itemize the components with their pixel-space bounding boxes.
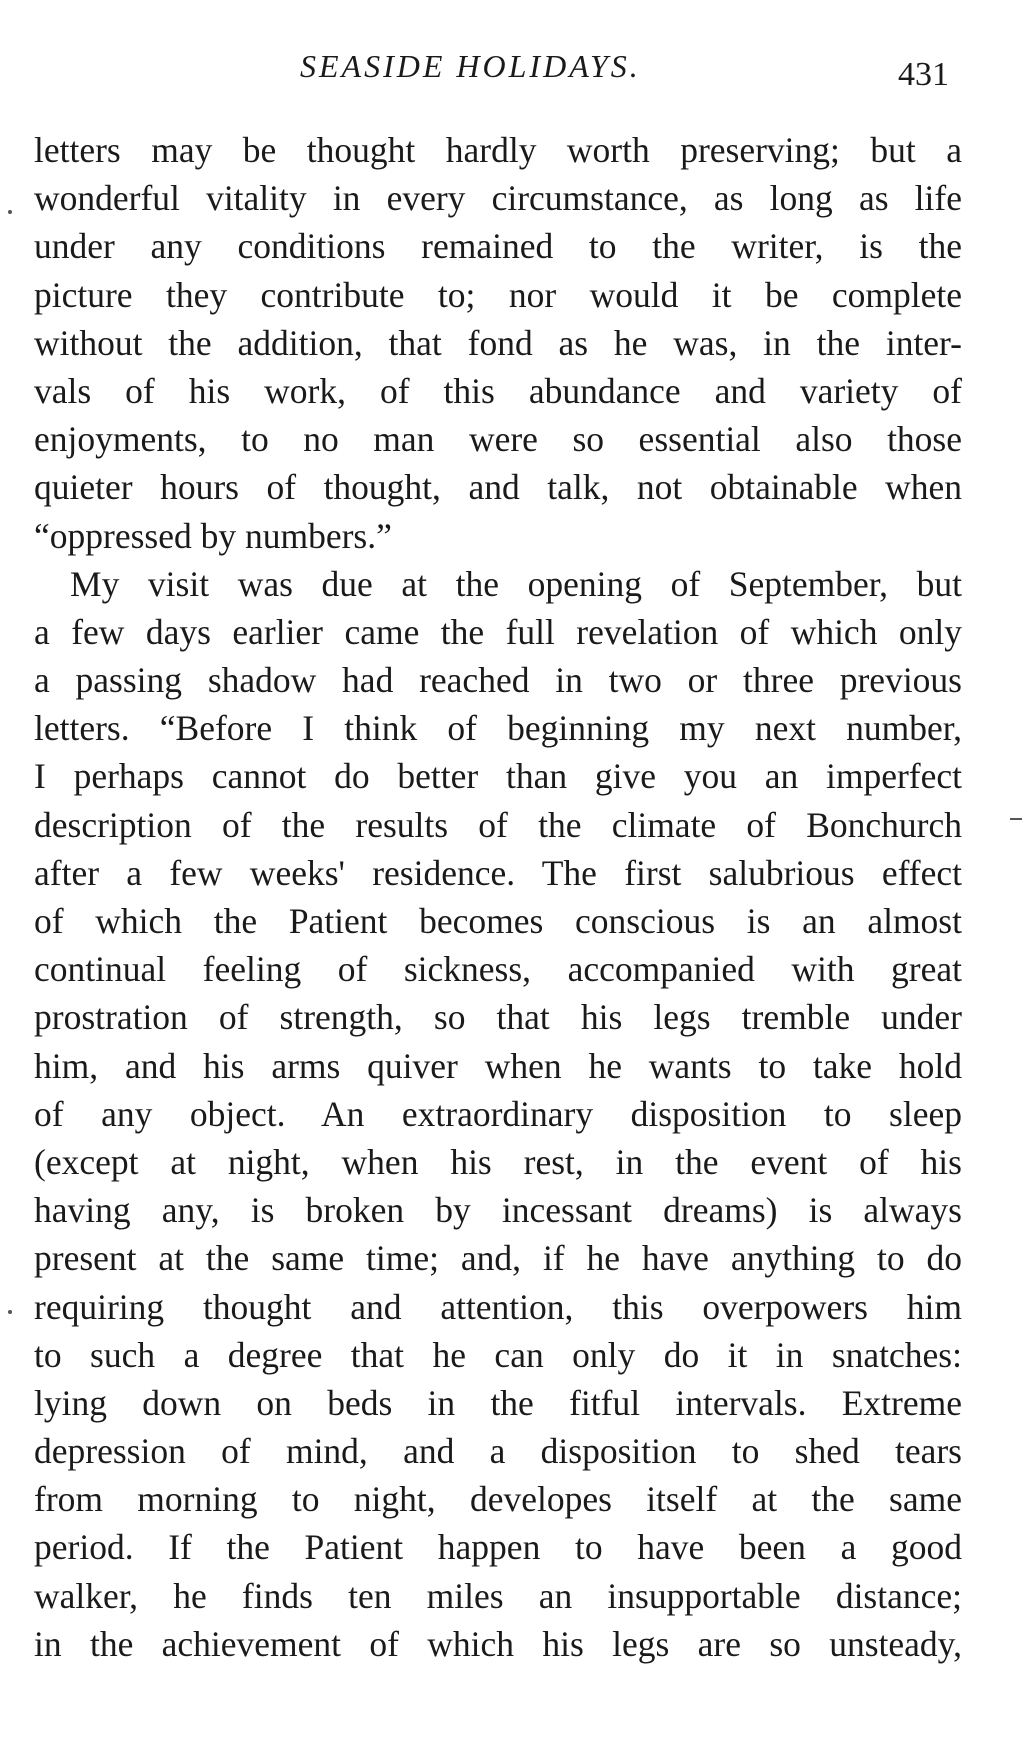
text-line: picture they contribute to; nor would it be complete [34,274,962,315]
text-line: of which the Patient becomes conscious is an almost [34,901,962,941]
text-line: in the achievement of which his legs are so unsteady, [34,1623,962,1664]
text-line: having any, is broken by incessant dreams) is always [34,1190,962,1231]
text-line: of any object. An extraordinary disposition to sleep [34,1093,962,1134]
body-text [34,126,962,1668]
text-line: from morning to night, developes itself at the same [34,1479,962,1520]
text-line: period. If the Patient happen to have been a good [34,1527,962,1568]
text-line: without the addition, that fond as he was, in the inter- [34,322,962,363]
text-line: depression of mind, and a disposition to shed tears [34,1431,962,1472]
text-line: “oppressed by numbers.” [34,515,392,556]
text-line: letters. “Before I think of beginning my next number, [34,708,962,749]
text-line: letters may be thought hardly worth preserving; but a [34,130,962,170]
text-line: prostration of strength, so that his legs tremble under [34,997,962,1038]
text-line: under any conditions remained to the writer, is the [34,226,962,267]
text-line: I perhaps cannot do better than give you an imperfect [34,756,962,797]
running-title: SEASIDE HOLIDAYS. [300,48,641,84]
text-line: a few days earlier came the full revelation of which only [34,611,962,652]
text-line: present at the same time; and, if he have anything to do [34,1238,962,1279]
text-line: My visit was due at the opening of September, but [70,563,962,604]
scan-speck [1010,818,1022,820]
text-line: quieter hours of thought, and talk, not obtainable when [34,467,962,508]
text-line: walker, he finds ten miles an insupportable distance; [34,1575,962,1616]
page-number: 431 [898,56,949,93]
text-line: a passing shadow had reached in two or three previous [34,660,962,701]
text-line: enjoyments, to no man were so essential also those [34,419,962,460]
text-line: requiring thought and attention, this overpowers him [34,1286,962,1327]
scan-speck [8,210,12,214]
text-line: (except at night, when his rest, in the event of his [34,1141,962,1182]
text-line: continual feeling of sickness, accompanied with great [34,949,962,990]
text-line: vals of his work, of this abundance and variety of [34,370,962,411]
text-line: him, and his arms quiver when he wants to take hold [34,1045,962,1086]
scan-speck [8,1310,12,1314]
running-head [0,48,1025,93]
text-line: description of the results of the climate of Bonchurch [34,804,962,845]
text-line: to such a degree that he can only do it in snatches: [34,1334,962,1375]
text-line: lying down on beds in the fitful intervals. Extreme [34,1382,962,1423]
text-line: wonderful vitality in every circumstance, as long as life [34,178,962,219]
text-line: after a few weeks' residence. The first salubrious effect [34,852,962,893]
